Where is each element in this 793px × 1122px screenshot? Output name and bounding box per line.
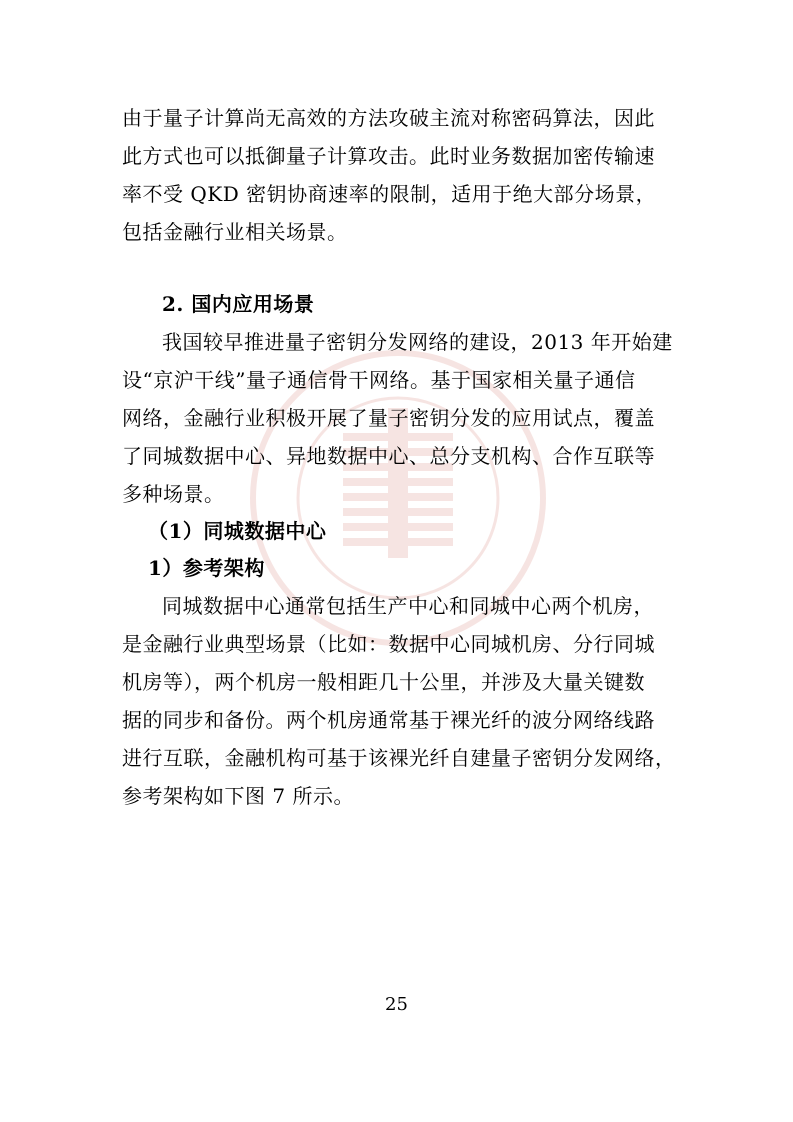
paragraph-line: 由于量子计算尚无高效的方法攻破主流对称密码算法，因此 <box>122 106 655 130</box>
paragraph-line: 进行互联，金融机构可基于该裸光纤自建量子密钥分发网络， <box>122 746 676 770</box>
paragraph-line: 据的同步和备份。两个机房通常基于裸光纤的波分网络线路 <box>122 708 655 732</box>
subheading: （1）同城数据中心 <box>148 519 327 543</box>
paragraph-line: 包括金融行业相关场景。 <box>122 220 348 244</box>
paragraph-line: 率不受 QKD 密钥协商速率的限制，适用于绝大部分场景， <box>122 182 657 206</box>
paragraph-line: 设“京沪干线”量子通信骨干网络。基于国家相关量子通信 <box>122 368 636 392</box>
paragraph-line: 了同城数据中心、异地数据中心、总分支机构、合作互联等 <box>122 444 655 468</box>
paragraph-line: 参考架构如下图 7 所示。 <box>122 784 354 808</box>
paragraph-line: 多种场景。 <box>122 482 225 506</box>
subheading: 1）参考架构 <box>148 556 265 580</box>
paragraph-line: 同城数据中心通常包括生产中心和同城中心两个机房， <box>162 594 654 618</box>
page-number: 25 <box>385 994 408 1015</box>
paragraph-line: 我国较早推进量子密钥分发网络的建设，2013 年开始建 <box>162 330 673 354</box>
paragraph-line: 是金融行业典型场景（比如：数据中心同城机房、分行同城 <box>122 632 655 656</box>
section-heading: 2. 国内应用场景 <box>162 292 315 316</box>
paragraph-line: 机房等），两个机房一般相距几十公里，并涉及大量关键数 <box>122 670 645 694</box>
paragraph-line: 网络，金融行业积极开展了量子密钥分发的应用试点，覆盖 <box>122 406 655 430</box>
paragraph-line: 此方式也可以抵御量子计算攻击。此时业务数据加密传输速 <box>122 144 655 168</box>
